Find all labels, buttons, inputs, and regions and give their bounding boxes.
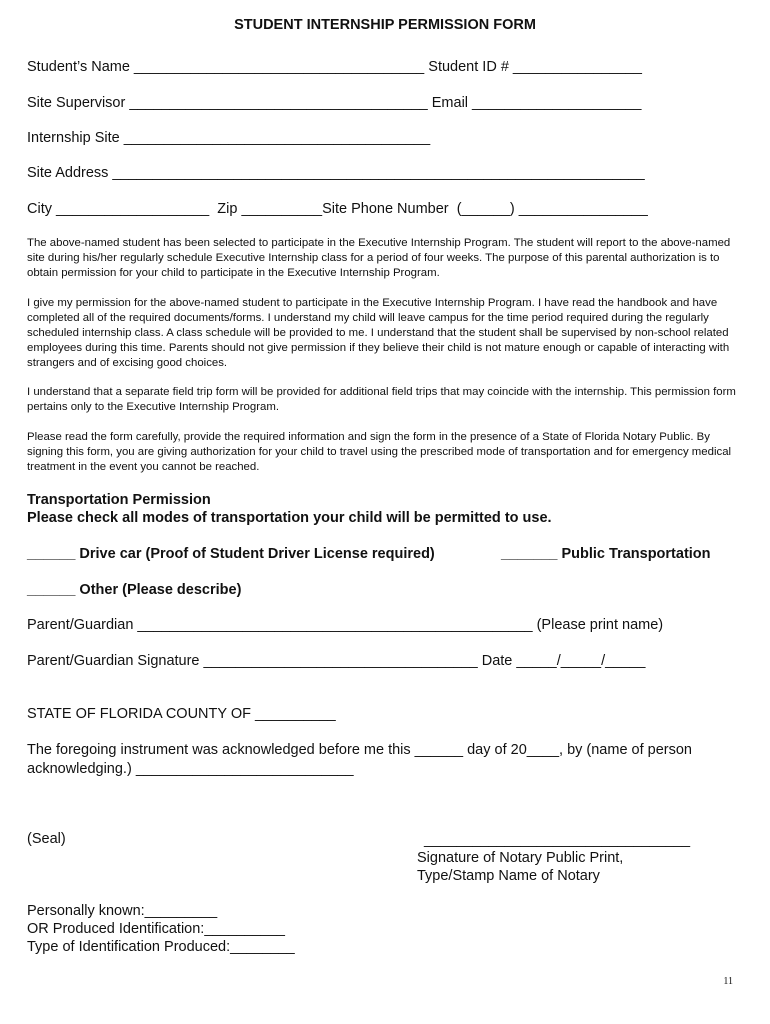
acknowledgment-line-1[interactable]: The foregoing instrument was acknowledged before me this ______ day of 20____, by (name of person <box>27 742 692 758</box>
transportation-instruction: Please check all modes of transportation your child will be permitted to use. <box>27 510 552 526</box>
seal-label: (Seal) <box>27 831 66 847</box>
instructions-paragraph: Please read the form carefully, provide the required information and sign the form in the presence of a State of Florida Notary Public. By signing this form, you are giving authorization for your child to travel using the prescribed mode of transportation and for emergency medical treatment in the event you cannot be reached. <box>27 431 732 473</box>
personally-known-field[interactable]: Personally known:_________ <box>27 903 218 919</box>
other-transportation-option[interactable]: ______ Other (Please describe) <box>27 582 242 598</box>
parent-name-field[interactable]: Parent/Guardian _________________________________________________ (Please print name) <box>27 617 664 633</box>
site-supervisor-field[interactable]: Site Supervisor _____________________________________ Email _____________________ <box>27 95 642 111</box>
internship-site-field[interactable]: Internship Site ______________________________________ <box>27 130 431 146</box>
county-field[interactable]: STATE OF FLORIDA COUNTY OF __________ <box>27 706 336 722</box>
permission-paragraph: I give my permission for the above-named student to participate in the Executive Internship Program. I have read the handbook and have completed all of the required documents/forms. I understand my child will leave campus for the time period required during the regularly scheduled internship class. A class schedule will be provided to me. I understand that the student shall be supervised by non-school related employees during this time. Parents should not give permission if they believe their child is not mature enough or capable of interacting with strangers and of excising good choices. <box>27 297 730 369</box>
notary-signature-label-1: Signature of Notary Public Print, <box>417 850 624 866</box>
produced-identification-field[interactable]: OR Produced Identification:__________ <box>27 921 285 937</box>
notary-signature-label-2: Type/Stamp Name of Notary <box>417 868 600 884</box>
drive-car-option[interactable]: ______ Drive car (Proof of Student Driver License required) <box>27 546 435 562</box>
student-name-field[interactable]: Student’s Name ____________________________________ Student ID # ________________ <box>27 59 642 75</box>
transportation-heading: Transportation Permission <box>27 492 211 508</box>
parent-signature-field[interactable]: Parent/Guardian Signature __________________________________ Date _____/_____/_____ <box>27 653 646 669</box>
field-trip-paragraph: I understand that a separate field trip form will be provided for additional field trips that may coincide with the internship. This permission form pertains only to the Executive Internship Program. <box>27 386 736 413</box>
notary-signature-line[interactable]: _________________________________ <box>424 832 691 848</box>
form-title: STUDENT INTERNSHIP PERMISSION FORM <box>234 17 536 33</box>
page-number: 11 <box>723 976 733 987</box>
program-description-paragraph: The above-named student has been selected to participate in the Executive Internship Program. The student will report to the above-named site during his/her regularly schedule Executive Internship class for a period of four weeks. The purpose of this parental authorization is to obtain permission for your child to participate in the Executive Internship Program. <box>27 237 731 279</box>
site-address-field[interactable]: Site Address __________________________________________________________________ <box>27 165 645 181</box>
acknowledgment-line-2[interactable]: acknowledging.) ___________________________ <box>27 761 354 777</box>
public-transportation-option[interactable]: _______ Public Transportation <box>501 546 711 562</box>
city-zip-phone-field[interactable]: City ___________________ Zip __________Site Phone Number (______) ________________ <box>27 201 648 217</box>
identification-type-field[interactable]: Type of Identification Produced:________ <box>27 939 295 955</box>
